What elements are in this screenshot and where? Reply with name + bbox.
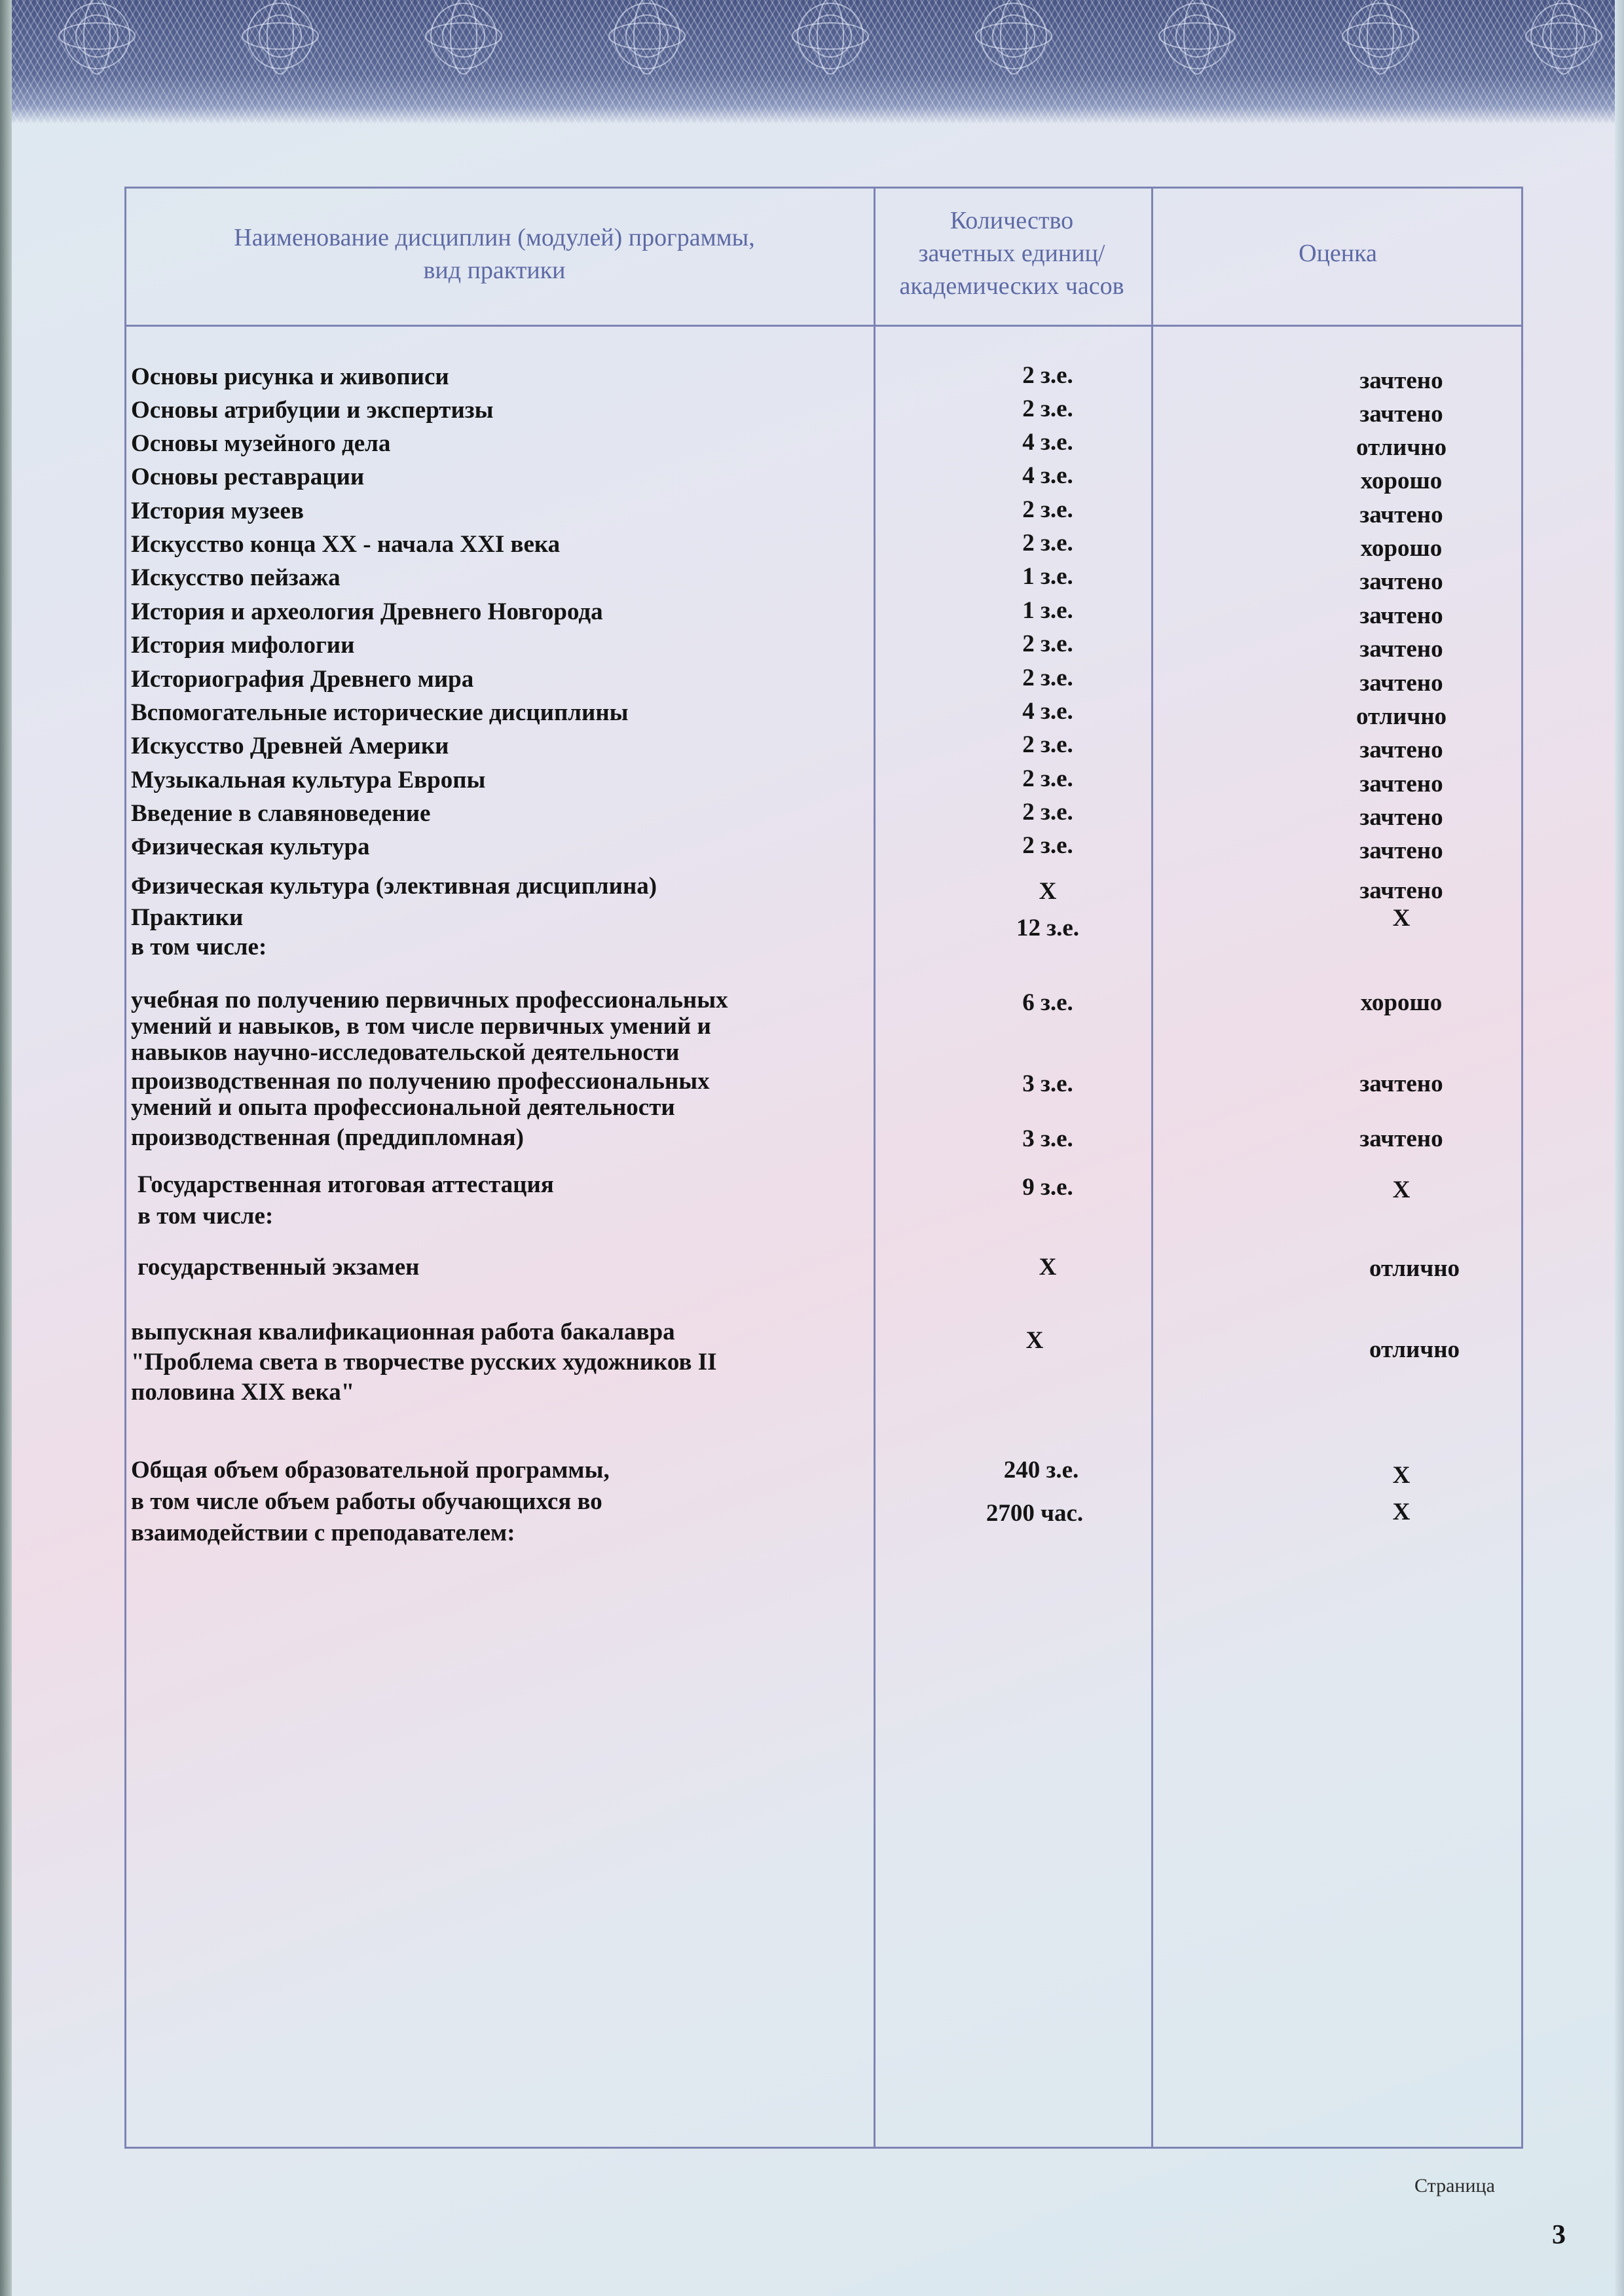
practice-item-1-line2: умений и навыков, в том числе первичных умений и — [131, 1013, 711, 1040]
thesis-units: X — [1025, 1327, 1044, 1354]
exam-units: X — [1039, 1254, 1057, 1281]
discipline-units: 4 з.е. — [1022, 462, 1073, 489]
discipline-units: 2 з.е. — [1022, 362, 1073, 389]
totals-grade-2: X — [1392, 1499, 1411, 1525]
discipline-name: История и археология Древнего Новгорода — [131, 598, 603, 625]
totals-grade-1: X — [1392, 1462, 1411, 1489]
header-name-line1: Наименование дисциплин (модулей) программы, — [234, 224, 755, 251]
practice-item-1-line1: учебная по получению первичных профессиональных — [131, 987, 728, 1013]
thesis-title — [131, 1317, 717, 1408]
discipline-name: Вспомогательные исторические дисциплины — [131, 699, 629, 726]
discipline-units: 2 з.е. — [1022, 530, 1073, 556]
practice-item-1-grade: хорошо — [1360, 989, 1443, 1016]
thesis-grade: отлично — [1369, 1336, 1460, 1363]
discipline-grade: зачтено — [1359, 568, 1443, 595]
discipline-grade: зачтено — [1359, 501, 1443, 528]
exam-grade: отлично — [1369, 1255, 1460, 1282]
exam-name: государственный экзамен — [138, 1254, 420, 1281]
discipline-name: Основы рисунка и живописи — [131, 363, 449, 390]
discipline-units: 2 з.е. — [1022, 799, 1073, 826]
discipline-units: 2 з.е. — [1022, 665, 1073, 691]
totals-credits: 240 з.е. — [1003, 1457, 1079, 1484]
thesis-line2: "Проблема света в творчестве русских художников II — [131, 1349, 717, 1376]
attestation-units: 9 з.е. — [1022, 1174, 1073, 1201]
totals-label — [131, 1455, 610, 1549]
attestation-grade: X — [1392, 1176, 1411, 1203]
discipline-name: Физическая культура (элективная дисциплина) — [131, 873, 657, 900]
discipline-name: Историография Древнего мира — [131, 666, 474, 693]
discipline-name: История музеев — [131, 498, 304, 524]
discipline-grade: зачтено — [1359, 837, 1443, 864]
discipline-units: 2 з.е. — [1022, 395, 1073, 422]
practice-item-2-line2: умений и опыта профессиональной деятельности — [131, 1094, 675, 1121]
discipline-grade: зачтено — [1359, 771, 1443, 797]
discipline-grade: хорошо — [1360, 467, 1443, 494]
totals-hours: 2700 час. — [986, 1500, 1084, 1527]
discipline-units: 2 з.е. — [1022, 765, 1073, 792]
header-divider — [126, 325, 1521, 327]
discipline-name: Искусство пейзажа — [131, 564, 341, 591]
practice-subtitle: в том числе: — [131, 934, 267, 960]
practice-item-1-units: 6 з.е. — [1022, 989, 1073, 1016]
discipline-grade: зачтено — [1359, 877, 1443, 904]
column-divider-2 — [1151, 189, 1153, 2147]
discipline-units: 2 з.е. — [1022, 496, 1073, 523]
discipline-units: 4 з.е. — [1022, 698, 1073, 725]
practice-item-2-units: 3 з.е. — [1022, 1070, 1073, 1097]
discipline-name: Основы музейного дела — [131, 430, 391, 457]
scan-edge-right — [1615, 0, 1624, 2296]
discipline-name: Музыкальная культура Европы — [131, 767, 486, 793]
discipline-name: Введение в славяноведение — [131, 800, 431, 827]
totals-line3: взаимодействии с преподавателем: — [131, 1520, 515, 1546]
practice-title: Практики — [131, 904, 244, 931]
thesis-line1: выпускная квалификационная работа бакалавра — [131, 1319, 675, 1345]
discipline-grade: зачтено — [1359, 602, 1443, 629]
header-name-line2: вид практики — [423, 257, 566, 284]
discipline-units: 2 з.е. — [1022, 731, 1073, 758]
discipline-grade: хорошо — [1360, 535, 1443, 562]
discipline-name: Искусство Древней Америки — [131, 733, 449, 759]
practice-units: 12 з.е. — [1016, 915, 1080, 941]
discipline-grade: зачтено — [1359, 804, 1443, 831]
discipline-grade: зачтено — [1359, 636, 1443, 663]
page-number: 3 — [1552, 2220, 1566, 2250]
practice-item-1 — [131, 987, 728, 1066]
discipline-units: 2 з.е. — [1022, 832, 1073, 859]
totals-line1: Общая объем образовательной программы, — [131, 1457, 610, 1484]
discipline-name: Основы реставрации — [131, 464, 365, 490]
discipline-units: 1 з.е. — [1022, 597, 1073, 624]
header-grade-column: Оценка — [1299, 240, 1377, 267]
totals-line2: в том числе объем работы обучающихся во — [131, 1488, 602, 1515]
header-name-column — [151, 221, 838, 287]
practice-item-2-grade: зачтено — [1359, 1070, 1443, 1097]
discipline-grade: отлично — [1356, 434, 1447, 461]
attestation-title: Государственная итоговая аттестация — [138, 1171, 554, 1198]
thesis-line3: половина XIX века" — [131, 1379, 355, 1406]
header-units-line3: академических часов — [899, 272, 1124, 300]
practice-item-2 — [131, 1068, 710, 1121]
practice-grade: X — [1392, 905, 1411, 932]
page-label: Страница — [1414, 2175, 1495, 2196]
practice-item-2-line1: производственная по получению профессиональных — [131, 1068, 710, 1095]
header-units-column — [874, 204, 1149, 302]
discipline-grade: отлично — [1356, 703, 1447, 730]
discipline-grade: зачтено — [1359, 401, 1443, 428]
column-divider-1 — [874, 189, 876, 2147]
discipline-name: Физическая культура — [131, 833, 370, 860]
practice-item-3: производственная (преддипломная) — [131, 1124, 525, 1151]
discipline-name: Искусство конца XX - начала XXI века — [131, 531, 561, 558]
practice-item-3-units: 3 з.е. — [1022, 1125, 1073, 1152]
discipline-grade: зачтено — [1359, 670, 1443, 697]
discipline-grade: зачтено — [1359, 737, 1443, 763]
practice-item-1-line3: навыков научно-исследовательской деятельности — [131, 1039, 680, 1066]
header-units-line1: Количество — [950, 207, 1074, 234]
guilloche-rosettes — [12, 0, 1615, 124]
practice-item-3-grade: зачтено — [1359, 1125, 1443, 1152]
discipline-units: 1 з.е. — [1022, 563, 1073, 590]
discipline-units: 2 з.е. — [1022, 630, 1073, 657]
discipline-name: Основы атрибуции и экспертизы — [131, 397, 494, 424]
attestation-subtitle: в том числе: — [138, 1203, 274, 1230]
discipline-units: 4 з.е. — [1022, 429, 1073, 456]
header-units-line2: зачетных единиц/ — [918, 240, 1105, 267]
discipline-grade: зачтено — [1359, 367, 1443, 394]
scan-edge-left — [0, 0, 12, 2296]
discipline-units: X — [1039, 878, 1057, 905]
discipline-name: История мифологии — [131, 632, 355, 659]
